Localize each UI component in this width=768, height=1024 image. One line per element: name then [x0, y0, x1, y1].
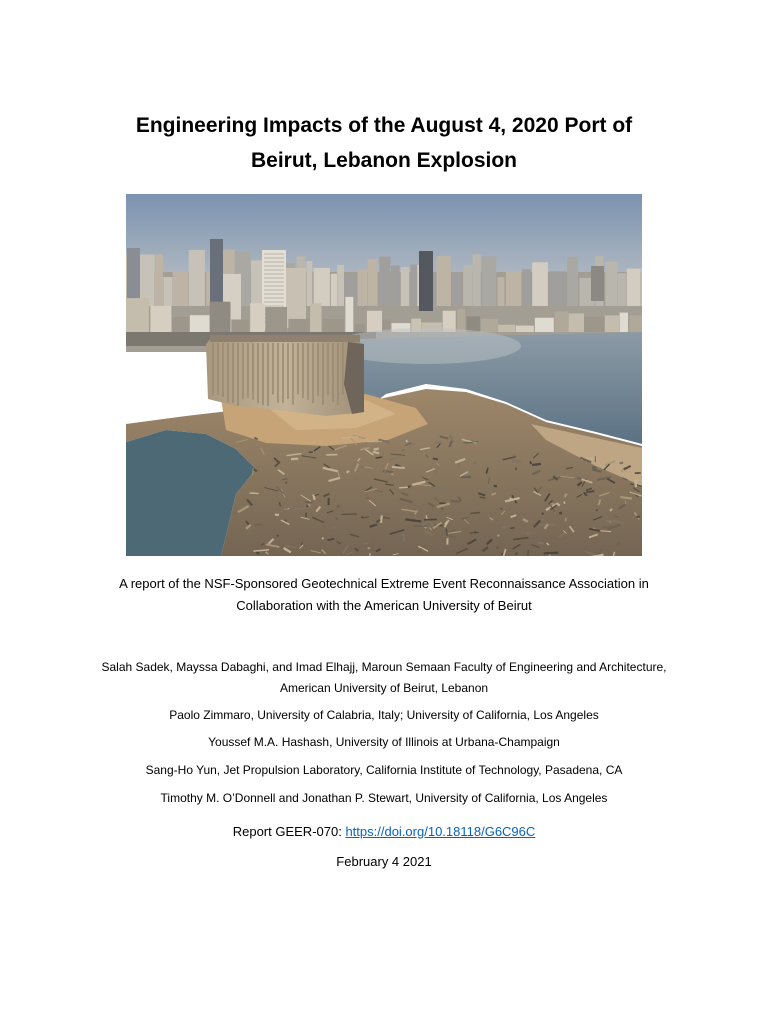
- building-shape: [532, 262, 548, 306]
- building-shape: [506, 271, 522, 306]
- building-shape: [498, 325, 515, 332]
- debris-piece: [564, 502, 565, 504]
- building-shape: [173, 272, 188, 306]
- grain-silos: [206, 335, 364, 416]
- building-shape: [458, 309, 466, 332]
- building-shape: [550, 271, 566, 306]
- debris-piece: [498, 535, 500, 536]
- building-shape: [567, 257, 578, 306]
- debris-piece: [374, 449, 379, 450]
- debris-piece: [610, 509, 612, 511]
- building-shape: [314, 268, 330, 306]
- title-line-1: Engineering Impacts of the August 4, 2020 Port of: [135, 114, 633, 137]
- debris-piece: [383, 518, 390, 519]
- building-shape: [210, 302, 231, 334]
- debris-piece: [322, 538, 323, 540]
- building-shape: [231, 320, 248, 335]
- building-shape: [345, 297, 353, 334]
- author-line: American University of Beirut, Lebanon: [279, 681, 489, 695]
- building-shape: [522, 269, 531, 306]
- building-shape: [605, 315, 620, 332]
- debris-piece: [253, 468, 254, 475]
- building-shape: [584, 317, 605, 332]
- debris-piece: [433, 458, 438, 459]
- building-shape: [535, 318, 554, 332]
- building-shape: [368, 259, 378, 306]
- debris-piece: [385, 470, 386, 474]
- building-shape: [452, 273, 461, 306]
- building-shape: [150, 306, 171, 334]
- report-label: Report GEER-070:: [232, 824, 342, 839]
- building-shape: [391, 265, 400, 306]
- building-shape: [323, 319, 344, 334]
- building-shape: [473, 254, 481, 306]
- building-shape: [367, 311, 382, 332]
- building-shape: [265, 307, 287, 334]
- debris-piece: [361, 467, 364, 468]
- author-line: Youssef M.A. Hashash, University of Illinois at Urbana-Champaign: [208, 735, 560, 749]
- debris-piece: [530, 461, 531, 464]
- tower-shape: [591, 266, 604, 301]
- building-shape: [337, 265, 344, 306]
- building-shape: [555, 311, 569, 332]
- building-shape: [379, 257, 390, 306]
- building-shape: [126, 298, 149, 334]
- debris-piece: [620, 497, 632, 499]
- building-shape: [627, 269, 641, 306]
- building-shape: [437, 256, 451, 306]
- debris-piece: [376, 457, 383, 458]
- building-shape: [463, 266, 472, 307]
- debris-piece: [606, 521, 621, 522]
- debris-piece: [441, 490, 449, 491]
- debris-piece: [392, 474, 393, 476]
- debris-piece: [551, 504, 557, 505]
- building-shape: [605, 262, 617, 307]
- building-shape: [481, 319, 498, 332]
- debris-piece: [515, 553, 517, 555]
- debris-piece: [538, 542, 543, 543]
- debris-piece: [250, 493, 259, 494]
- debris-piece: [381, 515, 382, 523]
- debris-piece: [399, 487, 408, 488]
- debris-piece: [406, 440, 407, 442]
- cover-photo-scene: [126, 194, 642, 556]
- debris-piece: [544, 553, 559, 554]
- debris-piece: [528, 550, 529, 556]
- author-line: Salah Sadek, Mayssa Dabaghi, and Imad Elhajj, Maroun Semaan Faculty of Engineering and Architecture,: [101, 660, 667, 674]
- debris-piece: [435, 469, 436, 475]
- debris-piece: [586, 491, 594, 492]
- building-shape: [358, 269, 368, 306]
- silo-block: [206, 337, 364, 416]
- debris-piece: [559, 513, 562, 514]
- building-shape: [569, 313, 585, 332]
- building-shape: [250, 303, 265, 334]
- building-shape: [173, 317, 189, 334]
- cover-photo: [126, 194, 642, 556]
- debris-piece: [337, 506, 339, 508]
- debris-piece: [403, 533, 404, 541]
- debris-piece: [542, 513, 543, 515]
- debris-piece: [486, 477, 491, 478]
- report-number: [0, 822, 768, 842]
- debris-piece: [282, 479, 288, 480]
- debris-piece: [451, 501, 460, 502]
- building-shape: [310, 303, 321, 334]
- building-shape: [641, 268, 642, 306]
- debris-piece: [566, 518, 567, 522]
- debris-piece: [341, 514, 356, 515]
- debris-piece: [510, 528, 514, 529]
- building-shape: [163, 277, 172, 306]
- title-line-2: Beirut, Lebanon Explosion: [250, 149, 518, 172]
- author-line: Sang-Ho Yun, Jet Propulsion Laboratory, California Institute of Technology, Pasadena, CA: [145, 763, 623, 777]
- building-shape: [288, 319, 309, 334]
- building-shape: [401, 267, 409, 306]
- building-shape: [620, 313, 628, 332]
- debris-piece: [369, 547, 370, 549]
- debris-piece: [392, 467, 405, 468]
- debris-piece: [592, 467, 596, 468]
- description-line-1: A report of the NSF-Sponsored Geotechnical Extreme Event Reconnaissance Association in: [119, 576, 649, 591]
- building-shape: [411, 265, 418, 307]
- tower-shape: [419, 251, 433, 311]
- tower-shape: [210, 239, 223, 309]
- debris-piece: [532, 464, 541, 465]
- building-shape: [482, 256, 497, 306]
- debris-piece: [473, 463, 475, 464]
- description-line-2: Collaboration with the American University of Beirut: [236, 598, 532, 613]
- debris-piece: [527, 532, 528, 534]
- report-date: February 4 2021: [336, 854, 432, 869]
- building-shape: [498, 277, 505, 306]
- building-shape: [516, 326, 534, 332]
- building-shape: [331, 274, 337, 306]
- building-shape: [618, 273, 627, 306]
- building-shape: [190, 315, 210, 334]
- debris-piece: [439, 503, 446, 504]
- silo-roof: [210, 335, 360, 342]
- building-shape: [307, 261, 313, 306]
- building-shape: [155, 254, 163, 306]
- building-shape: [467, 316, 480, 332]
- building-shape: [630, 315, 643, 332]
- silo-stripes: [213, 343, 343, 406]
- author-line: Timothy M. O’Donnell and Jonathan P. Stewart, University of California, Los Angeles: [160, 791, 608, 805]
- building-shape: [189, 250, 205, 306]
- doi-link[interactable]: https://doi.org/10.18118/G6C96C: [345, 824, 536, 839]
- author-line: Paolo Zimmaro, University of Calabria, Italy; University of California, Los Angeles: [169, 708, 599, 722]
- debris-piece: [277, 535, 278, 537]
